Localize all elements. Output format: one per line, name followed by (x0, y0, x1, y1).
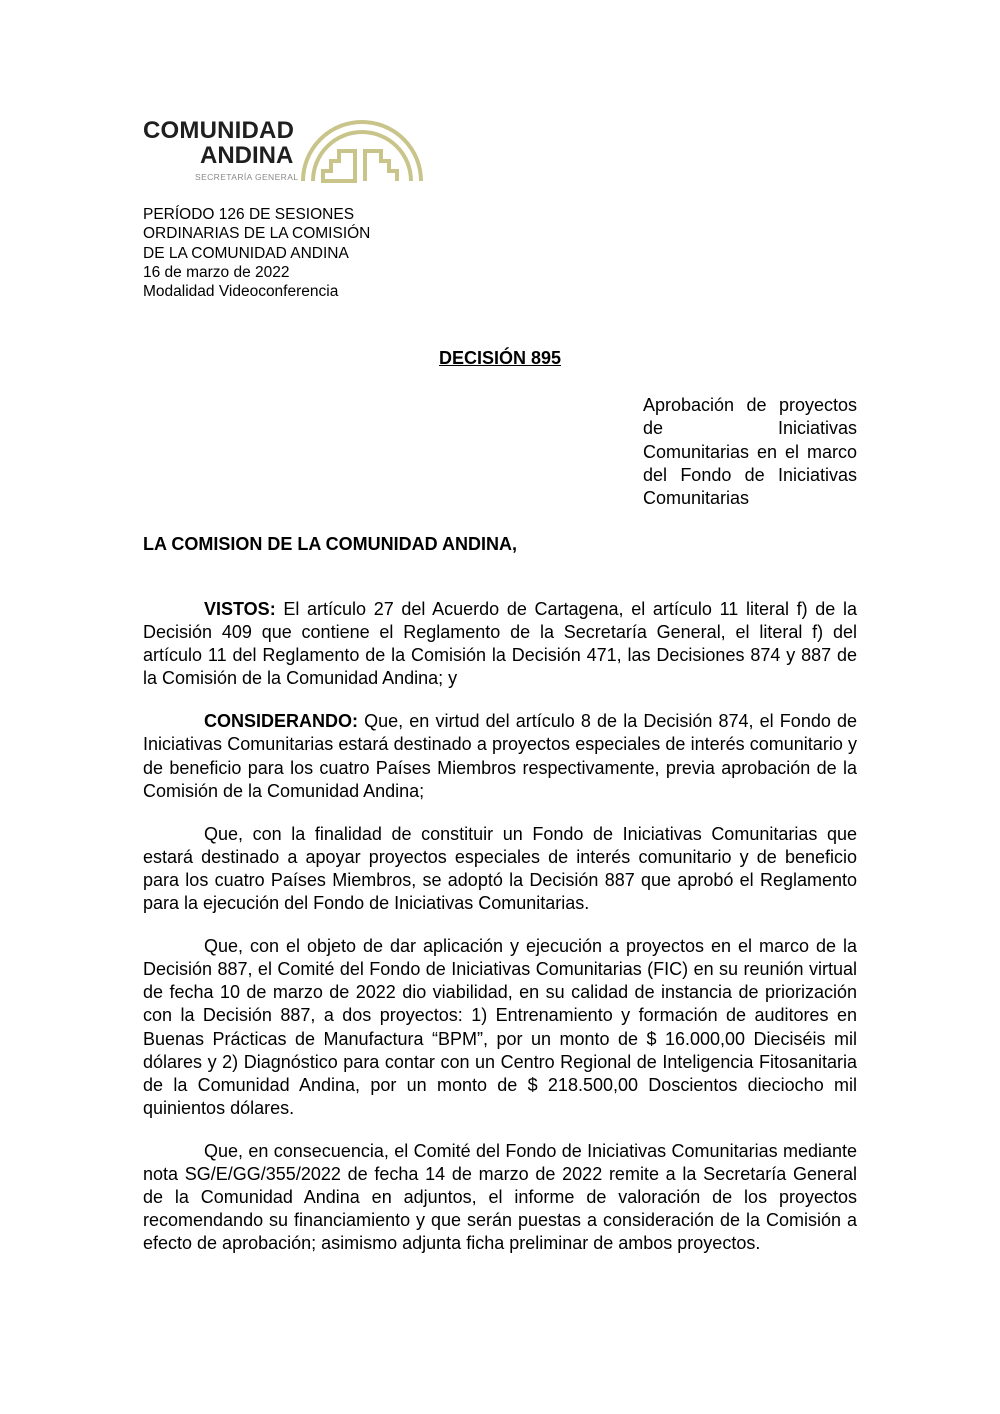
decision-title: DECISIÓN 895 (438, 348, 562, 368)
decision-subject: Aprobación de proyectos de Iniciativas Comunitarias en el marco del Fondo de Iniciativas Comunitarias (643, 395, 857, 509)
commission-heading: LA COMISION DE LA COMUNIDAD ANDINA, (143, 534, 517, 554)
considerando-label: CONSIDERANDO: (204, 711, 359, 732)
logo-subtitle: SECRETARÍA GENERAL (195, 172, 299, 182)
considerando-text: Que, en virtud del artículo 8 de la Decisión 874, el Fondo de Iniciativas Comunitarias estará destinado a proyectos especiales de interés comunitario y de beneficio para los cuatro Países Miembros respectivamente, previa aprobación de la Comisión de la Comunidad Andina; (143, 711, 857, 801)
session-header (143, 205, 370, 301)
session-line-1: PERÍODO 126 DE SESIONES (143, 206, 355, 223)
session-modality: Modalidad Videoconferencia (143, 283, 339, 301)
comunidad-andina-logo (143, 117, 423, 187)
paragraph-4: Que, con el objeto de dar aplicación y ejecución a proyectos en el marco de la Decisión 887, el Comité del Fondo de Iniciativas Comunitarias (FIC) en su reunión virtual de fecha 10 de marzo de 2022 dio viabilidad, en su calidad de instancia de priorización con la Decisión 887, a dos proyectos: 1) Entrenamiento y formación de auditores en Buenas Prácticas de Manufactura “BPM”, por un monto de $ 16.000,00 Dieciséis mil dólares y 2) Diagnóstico para contar con un Centro Regional de Inteligencia Fitosanitaria de la Comunidad Andina, por un monto de $ 218.500,00 Doscientos dieciocho mil quinientos dólares. (143, 936, 857, 1118)
vistos-label: VISTOS: (204, 599, 276, 619)
logo-text-line2: ANDINA (200, 142, 294, 169)
vistos-text: El artículo 27 del Acuerdo de Cartagena, el artículo 11 literal f) de la Decisión 409 que contiene el Reglamento de la Secretaría General, el literal f) del artículo 11 del Reglamento de la Comisión la Decisión 471, las Decisiones 874 y 887 de la Comisión de la Comunidad Andina; y (143, 599, 857, 689)
vistos-paragraph (143, 598, 857, 690)
paragraph-5: Que, en consecuencia, el Comité del Fondo de Iniciativas Comunitarias mediante nota SG/E/GG/355/2022 de fecha 14 de marzo de 2022 remite a la Secretaría General de la Comunidad Andina en adjuntos, el informe de valoración de los proyectos recomendando su financiamiento y que serán puestas a consideración de la Comisión a efecto de aprobación; asimismo adjunta ficha preliminar de ambos proyectos. (143, 1140, 857, 1254)
considerando-paragraph (143, 710, 857, 802)
session-date: 16 de marzo de 2022 (143, 263, 290, 281)
session-line-3: DE LA COMUNIDAD ANDINA (143, 244, 349, 262)
logo-text-line1: COMUNIDAD (143, 117, 295, 144)
andean-arch-icon (301, 117, 423, 183)
session-line-2: ORDINARIAS DE LA COMISIÓN (143, 225, 371, 243)
document-body (143, 598, 857, 1275)
paragraph-3: Que, con la finalidad de constituir un Fondo de Iniciativas Comunitarias que estará destinado a apoyar proyectos especiales de interés comunitario y de beneficio para los cuatro Países Miembros, se adoptó la Decisión 887 que aprobó el Reglamento para la ejecución del Fondo de Iniciativas Comunitarias. (143, 823, 857, 914)
